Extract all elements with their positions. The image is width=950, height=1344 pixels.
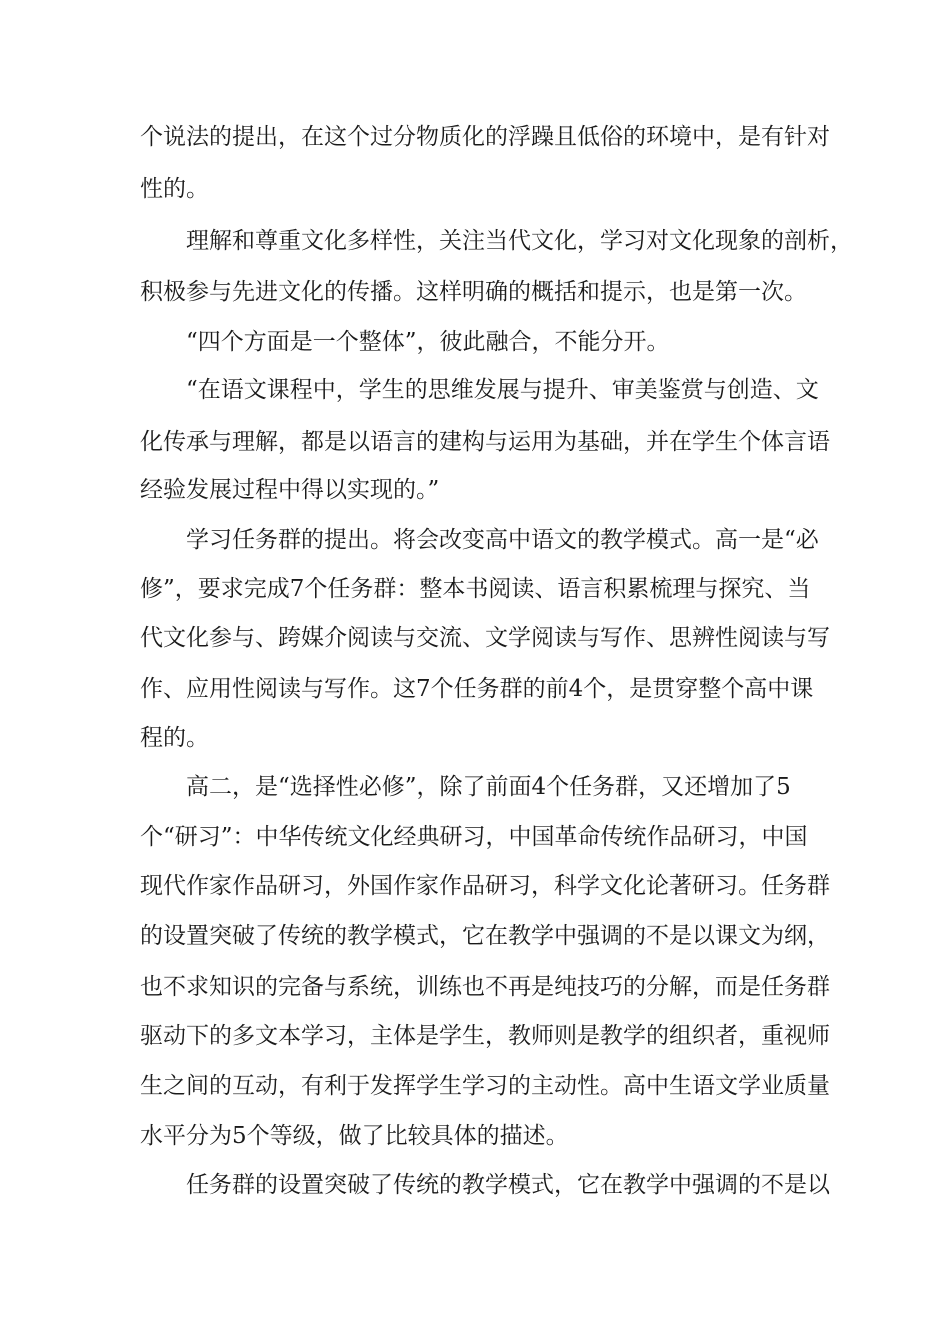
text-line: “在语文课程中，学生的思维发展与提升、审美鉴赏与创造、文	[140, 377, 819, 403]
text-line: 积极参与先进文化的传播。这样明确的概括和提示，也是第一次。	[140, 279, 807, 305]
text-line: 作、应用性阅读与写作。这7个任务群的前4个，是贯穿整个高中课	[140, 676, 814, 702]
text-line: 的设置突破了传统的教学模式，它在教学中强调的不是以课文为纲，	[140, 923, 830, 949]
text-line: 现代作家作品研习，外国作家作品研习，科学文化论著研习。任务群	[140, 873, 830, 899]
text-line: 水平分为5个等级，做了比较具体的描述。	[140, 1123, 569, 1149]
text-line: 理解和尊重文化多样性，关注当代文化，学习对文化现象的剖析，	[140, 228, 853, 254]
text-line: 生之间的互动，有利于发挥学生学习的主动性。高中生语文学业质量	[140, 1073, 830, 1099]
text-line: 驱动下的多文本学习，主体是学生，教师则是教学的组织者，重视师	[140, 1023, 830, 1049]
text-line: 任务群的设置突破了传统的教学模式，它在教学中强调的不是以	[140, 1172, 830, 1198]
text-line: 高二，是“选择性必修”，除了前面4个任务群，又还增加了5	[140, 774, 791, 800]
text-line: 代文化参与、跨媒介阅读与交流、文学阅读与写作、思辨性阅读与写	[140, 625, 830, 651]
text-line: 修”，要求完成7个任务群：整本书阅读、语言积累梳理与探究、当	[140, 576, 811, 602]
text-line: 程的。	[140, 725, 209, 751]
text-line: “四个方面是一个整体”，彼此融合，不能分开。	[140, 329, 670, 355]
text-line: 经验发展过程中得以实现的。”	[140, 477, 440, 503]
text-line: 学习任务群的提出。将会改变高中语文的教学模式。高一是“必	[140, 527, 819, 553]
text-line: 个说法的提出，在这个过分物质化的浮躁且低俗的环境中，是有针对	[140, 124, 830, 150]
text-line: 性的。	[140, 176, 209, 202]
text-line: 个“研习”：中华传统文化经典研习，中国革命传统作品研习，中国	[140, 824, 808, 850]
text-line: 也不求知识的完备与系统，训练也不再是纯技巧的分解，而是任务群	[140, 974, 830, 1000]
text-line: 化传承与理解，都是以语言的建构与运用为基础，并在学生个体言语	[140, 429, 830, 455]
